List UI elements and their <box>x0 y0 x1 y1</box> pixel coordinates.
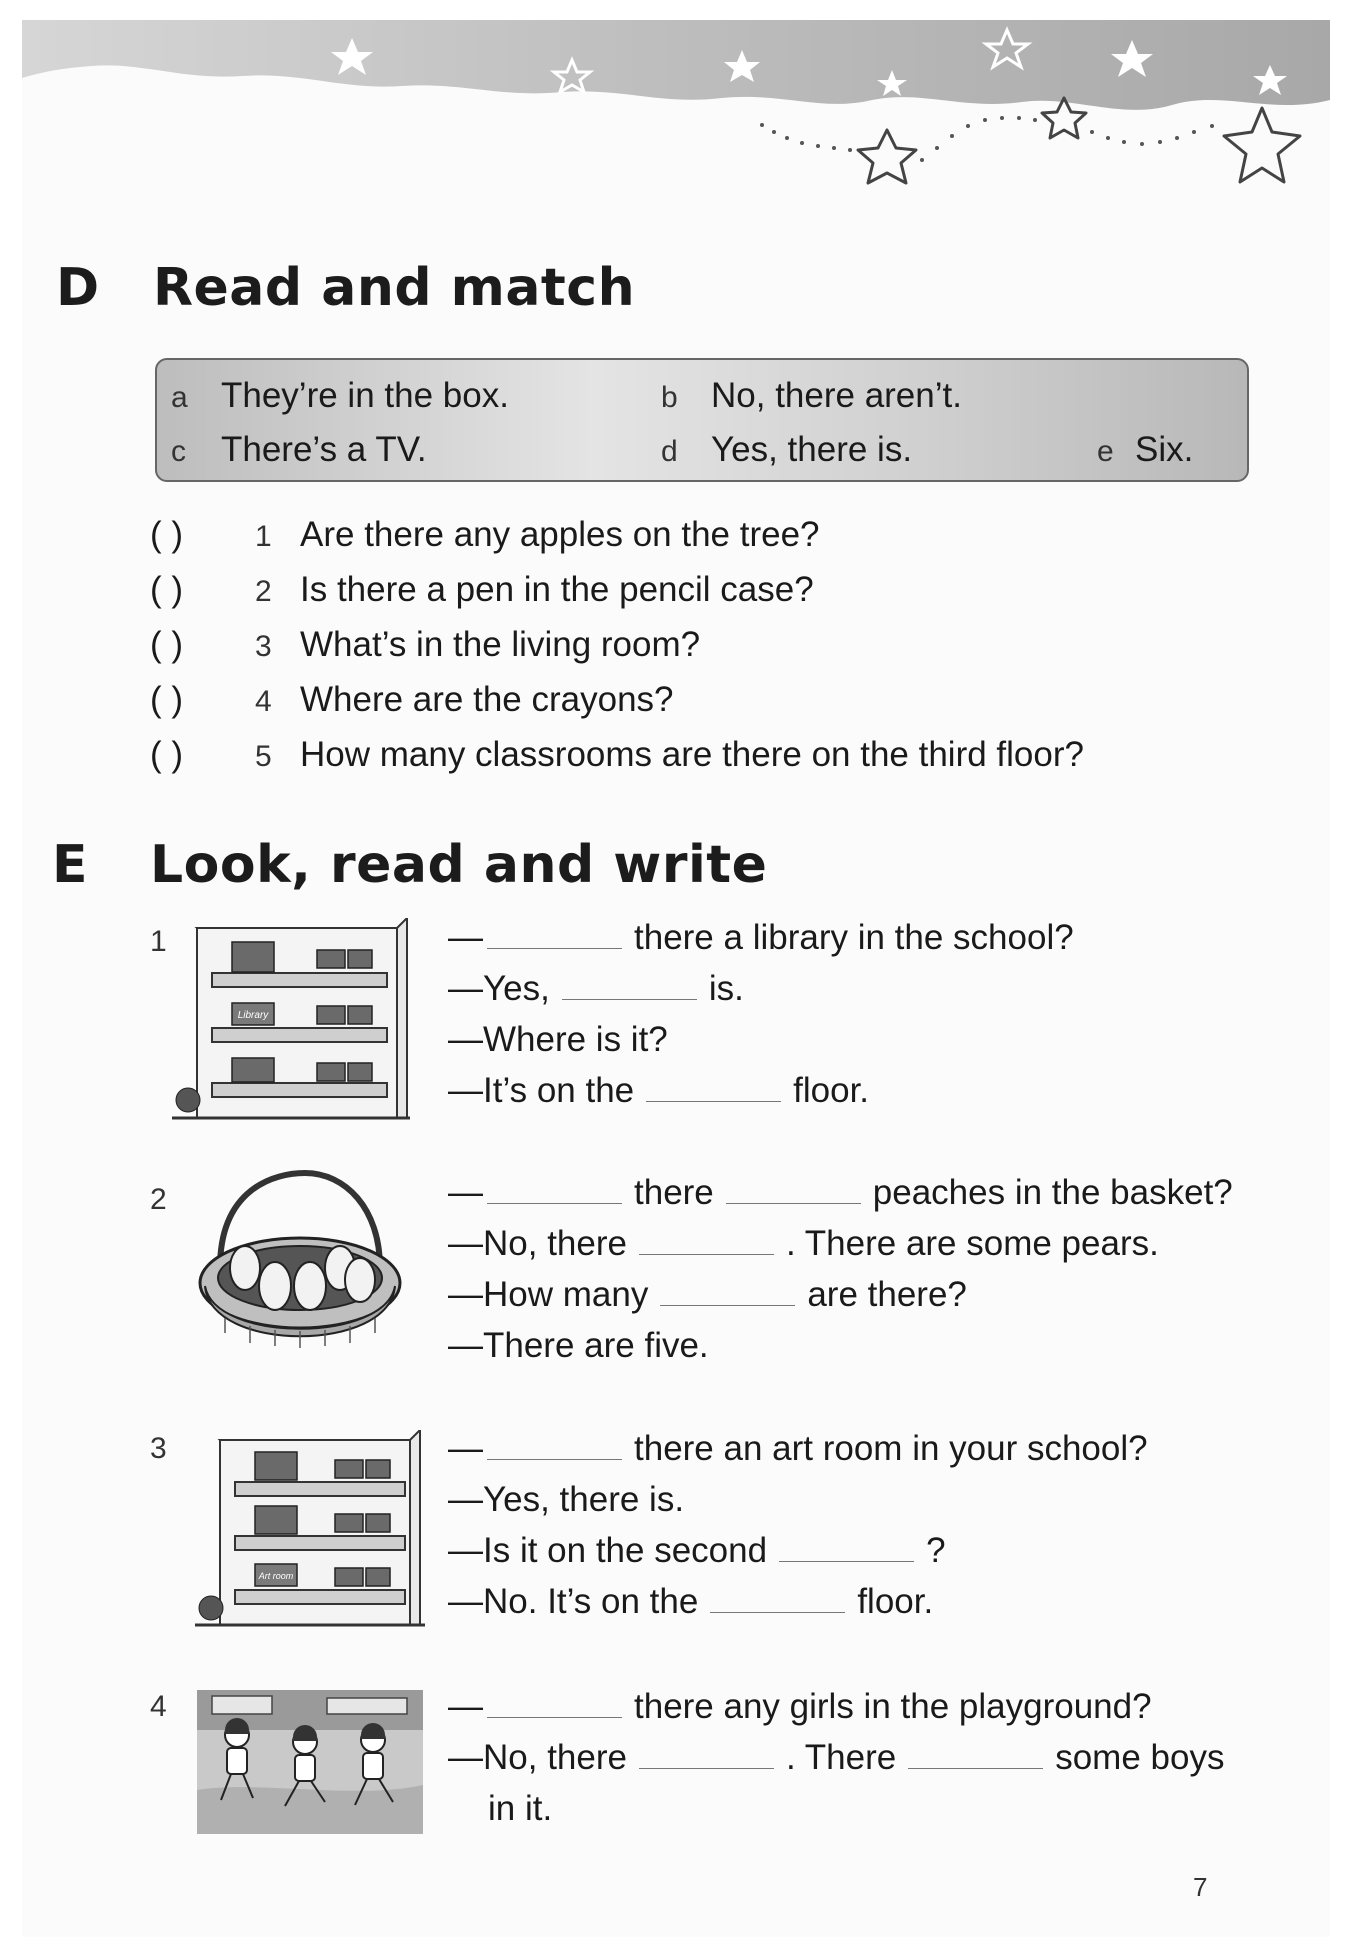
line-text: . There are some pears. <box>785 1224 1159 1263</box>
boys-running-playground-picture <box>197 1690 423 1834</box>
answer-blank[interactable] <box>639 1224 774 1255</box>
item-number: 2 <box>150 1183 167 1216</box>
option-key: c <box>171 435 186 468</box>
option-b <box>661 376 962 416</box>
item-1-line-3 <box>448 1020 668 1060</box>
page-number: 7 <box>1193 1872 1208 1902</box>
line-text: . There <box>785 1738 897 1777</box>
answer-blank[interactable] <box>710 1582 845 1613</box>
answer-parentheses[interactable]: ( ) <box>150 625 184 664</box>
question-2 <box>150 570 814 610</box>
line-text: —It’s on the <box>448 1071 635 1110</box>
line-text: —No, there <box>448 1738 627 1777</box>
option-a <box>171 376 509 416</box>
star-banner-decoration <box>22 20 1330 220</box>
question-text: How many classrooms are there on the third floor? <box>300 735 1084 774</box>
question-number: 2 <box>255 575 272 608</box>
option-text: They’re in the box. <box>221 376 509 415</box>
library-sign: Library <box>237 1010 269 1021</box>
line-text: —Where is it? <box>448 1020 668 1059</box>
question-text: What’s in the living room? <box>300 625 701 664</box>
question-text: Where are the crayons? <box>300 680 674 719</box>
option-key: d <box>661 435 678 468</box>
item-3-line-1 <box>448 1429 1148 1469</box>
option-text: There’s a TV. <box>221 430 427 469</box>
question-5 <box>150 735 1084 775</box>
line-text: there any girls in the playground? <box>634 1687 1152 1726</box>
answer-parentheses[interactable]: ( ) <box>150 735 184 774</box>
question-text: Is there a pen in the pencil case? <box>300 570 814 609</box>
item-number: 1 <box>150 925 167 958</box>
question-1 <box>150 515 820 555</box>
section-e-letter: E <box>52 835 88 895</box>
art-room-sign: Art room <box>258 1571 294 1581</box>
question-3 <box>150 625 700 665</box>
line-text: is. <box>708 969 744 1008</box>
line-text: —Yes, <box>448 969 550 1008</box>
question-number: 5 <box>255 740 272 773</box>
section-d-title: Read and match <box>153 258 636 318</box>
option-key: a <box>171 381 188 414</box>
line-text: floor. <box>857 1582 934 1621</box>
option-d <box>661 430 912 470</box>
school-building-art-room-picture <box>195 1430 425 1630</box>
section-e-title: Look, read and write <box>150 835 768 895</box>
basket-of-pears-picture <box>195 1168 405 1368</box>
line-text: there <box>634 1173 714 1212</box>
option-text: No, there aren’t. <box>711 376 962 415</box>
line-text: floor. <box>793 1071 870 1110</box>
school-building-library-picture <box>172 918 410 1123</box>
option-key: e <box>1097 435 1114 468</box>
answer-blank[interactable] <box>487 1173 622 1204</box>
answer-blank[interactable] <box>660 1275 795 1306</box>
question-number: 4 <box>255 685 272 718</box>
line-text: there a library in the school? <box>634 918 1074 957</box>
line-text: peaches in the basket? <box>872 1173 1233 1212</box>
dash: — <box>448 1173 483 1212</box>
answer-parentheses[interactable]: ( ) <box>150 680 184 719</box>
answer-blank[interactable] <box>487 918 622 949</box>
line-text: there an art room in your school? <box>634 1429 1148 1468</box>
answer-blank[interactable] <box>779 1531 914 1562</box>
section-d-letter: D <box>56 258 100 318</box>
question-number: 3 <box>255 630 272 663</box>
option-e <box>1097 430 1193 470</box>
line-text: some boys <box>1055 1738 1225 1777</box>
answer-blank[interactable] <box>639 1738 774 1769</box>
answer-blank[interactable] <box>726 1173 861 1204</box>
line-text: —No. It’s on the <box>448 1582 699 1621</box>
answer-blank[interactable] <box>487 1687 622 1718</box>
option-text: Yes, there is. <box>711 430 913 469</box>
answer-parentheses[interactable]: ( ) <box>150 570 184 609</box>
answer-parentheses[interactable]: ( ) <box>150 515 184 554</box>
item-1-line-4 <box>448 1071 869 1111</box>
item-number: 4 <box>150 1690 167 1723</box>
line-text: —There are five. <box>448 1326 709 1365</box>
item-3-line-3 <box>448 1531 946 1571</box>
item-1-line-2 <box>448 969 744 1009</box>
item-2-line-4 <box>448 1326 709 1366</box>
answer-blank[interactable] <box>908 1738 1043 1769</box>
dash: — <box>448 918 483 957</box>
item-4-line-1 <box>448 1687 1152 1727</box>
item-1-line-1 <box>448 918 1074 958</box>
answer-blank[interactable] <box>487 1429 622 1460</box>
line-text: in it. <box>488 1789 553 1828</box>
line-text: ? <box>926 1531 946 1570</box>
item-2-line-2 <box>448 1224 1159 1264</box>
option-text: Six. <box>1135 430 1194 469</box>
item-2-line-3 <box>448 1275 967 1315</box>
line-text: —No, there <box>448 1224 627 1263</box>
line-text: —Is it on the second <box>448 1531 768 1570</box>
item-3-line-4 <box>448 1582 933 1622</box>
item-3-line-2 <box>448 1480 684 1520</box>
question-number: 1 <box>255 520 272 553</box>
line-text: —Yes, there is. <box>448 1480 685 1519</box>
answer-blank[interactable] <box>562 969 697 1000</box>
line-text: —How many <box>448 1275 649 1314</box>
question-text: Are there any apples on the tree? <box>300 515 820 554</box>
item-2-line-1 <box>448 1173 1233 1213</box>
line-text: are there? <box>807 1275 967 1314</box>
option-c <box>171 430 427 470</box>
item-4-line-3 <box>488 1789 552 1829</box>
answer-options-box <box>155 358 1249 482</box>
item-4-line-2 <box>448 1738 1224 1778</box>
dash: — <box>448 1429 483 1468</box>
question-4 <box>150 680 674 720</box>
answer-blank[interactable] <box>646 1071 781 1102</box>
item-number: 3 <box>150 1432 167 1465</box>
dash: — <box>448 1687 483 1726</box>
option-key: b <box>661 381 678 414</box>
